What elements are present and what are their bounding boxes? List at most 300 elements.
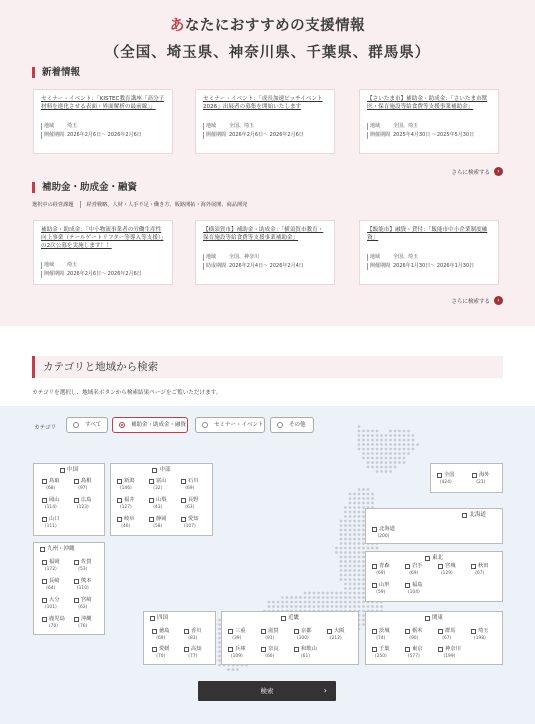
map-dot	[362, 502, 365, 505]
pref-shimane[interactable]	[74, 478, 92, 492]
pref-name[interactable]: 京都	[301, 628, 312, 634]
map-dot	[331, 592, 334, 595]
pref-iwate[interactable]	[405, 563, 423, 577]
pref-gifu[interactable]	[117, 516, 135, 530]
region-title-label[interactable]: 中部	[159, 467, 171, 473]
map-dot	[344, 520, 347, 523]
map-dot	[281, 596, 284, 599]
map-dot	[403, 434, 406, 437]
pref-name[interactable]: 宮崎	[81, 597, 92, 603]
map-dot	[358, 556, 361, 559]
map-dot	[340, 551, 343, 554]
checkbox[interactable]	[149, 479, 154, 484]
pref-name[interactable]: 山梨	[156, 497, 167, 503]
pref-toyama[interactable]	[149, 478, 167, 492]
map-dot	[344, 542, 347, 545]
map-dot	[403, 430, 406, 433]
pref-name[interactable]: 秋田	[478, 563, 489, 569]
radio-label[interactable]: その他	[289, 422, 306, 428]
pref-aichi[interactable]	[181, 516, 199, 530]
map-dot	[344, 601, 347, 604]
map-dot	[353, 533, 356, 536]
pref-shiga[interactable]	[261, 628, 279, 642]
pref-name[interactable]: 栃木	[412, 628, 423, 634]
pref-name[interactable]: 滋賀	[268, 628, 279, 634]
radio-label[interactable]: すべて	[85, 422, 102, 428]
checkbox[interactable]	[184, 629, 189, 634]
card-period-label: 開催期間	[203, 132, 229, 139]
checkbox[interactable]	[74, 498, 79, 503]
pref-kagoshima[interactable]	[42, 616, 65, 630]
checkbox[interactable]	[405, 647, 410, 652]
map-dot	[281, 605, 284, 608]
checkbox[interactable]	[425, 556, 430, 561]
subsidy-card-2[interactable]	[195, 220, 335, 285]
map-dot	[326, 605, 329, 608]
region-hokkaido	[365, 508, 503, 544]
pref-count: (21)	[476, 480, 486, 485]
pref-name[interactable]: 茨城	[379, 628, 390, 634]
pref-miyagi[interactable]	[438, 563, 456, 577]
radio-all[interactable]	[66, 417, 108, 433]
map-dot	[367, 466, 370, 469]
pref-fukushima[interactable]	[405, 582, 423, 596]
region-title-label[interactable]: 四国	[157, 615, 169, 621]
map-dot	[362, 430, 365, 433]
map-dot	[353, 578, 356, 581]
pref-oita[interactable]	[42, 597, 60, 611]
map-dot	[353, 493, 356, 496]
checkbox[interactable]	[150, 616, 155, 621]
pref-tochigi[interactable]	[405, 628, 423, 642]
pref-name[interactable]: 奈良	[268, 646, 279, 652]
pref-count: (109)	[230, 654, 243, 659]
checkbox[interactable]	[42, 517, 47, 522]
map-dot	[358, 551, 361, 554]
checkbox[interactable]	[149, 498, 154, 503]
checkbox[interactable]	[60, 468, 65, 473]
pref-name[interactable]: 長崎	[49, 578, 60, 584]
map-dot	[304, 605, 307, 608]
pref-shizuoka[interactable]	[149, 516, 167, 530]
checkbox[interactable]	[42, 598, 47, 603]
news-card-1[interactable]	[33, 89, 173, 154]
region-title[interactable]	[34, 543, 104, 555]
map-dot	[371, 547, 374, 550]
map-dot	[376, 434, 379, 437]
pref-name[interactable]: 山口	[49, 516, 60, 522]
pref-okinawa[interactable]	[74, 616, 92, 630]
subsidy-more-link[interactable]	[451, 296, 503, 305]
pref-name[interactable]: 青森	[379, 563, 390, 569]
pref-count: (123)	[76, 505, 89, 510]
pref-name[interactable]: 岡山	[49, 497, 60, 503]
checkbox[interactable]	[42, 617, 47, 622]
pref-name[interactable]: 大阪	[334, 628, 345, 634]
search-button[interactable]	[198, 681, 336, 701]
region-title-label[interactable]: 北海道	[469, 512, 486, 518]
pref-count: (101)	[44, 605, 57, 610]
pref-count: (111)	[44, 524, 57, 529]
pref-name[interactable]: 東京	[412, 646, 423, 652]
map-dot	[394, 443, 397, 446]
checkbox[interactable]	[181, 479, 186, 484]
subsidy-more-label[interactable]: さらに検索する	[451, 298, 490, 305]
pref-count: (68)	[46, 486, 56, 491]
pref-name[interactable]: 鹿児島	[49, 616, 65, 622]
pref-count: (69)	[185, 486, 195, 491]
pref-name[interactable]: 全国	[444, 472, 455, 478]
pref-hokkaido[interactable]	[372, 526, 395, 540]
map-dot	[344, 560, 347, 563]
checkbox[interactable]	[294, 647, 299, 652]
pref-count: (577)	[407, 654, 420, 659]
subsidy-card-1[interactable]	[33, 220, 173, 285]
pref-count: (69)	[376, 571, 386, 576]
map-dot	[340, 520, 343, 523]
pref-national[interactable]	[437, 472, 455, 486]
pref-kanagawa[interactable]	[438, 646, 461, 660]
region-title[interactable]	[222, 612, 358, 624]
pref-yamagata[interactable]	[372, 582, 390, 596]
pref-tokushima[interactable]	[152, 628, 170, 642]
pref-name[interactable]: 宮城	[445, 563, 456, 569]
pref-saitama[interactable]	[471, 628, 489, 642]
checkbox[interactable]	[261, 629, 266, 634]
checkbox[interactable]	[152, 647, 157, 652]
checkbox[interactable]	[74, 617, 79, 622]
region-title[interactable]	[144, 612, 215, 624]
region-title-label[interactable]: 九州・沖縄	[47, 546, 75, 552]
pref-name[interactable]: 島根	[81, 478, 92, 484]
pref-name[interactable]: 福島	[412, 582, 423, 588]
map-dot	[353, 596, 356, 599]
map-dot	[376, 430, 379, 433]
map-dot	[371, 457, 374, 460]
checkbox[interactable]	[405, 564, 410, 569]
map-dot	[349, 547, 352, 550]
pref-count: (90)	[409, 636, 419, 641]
map-dot	[367, 461, 370, 464]
checkbox[interactable]	[42, 560, 47, 565]
pref-count: (110)	[76, 586, 89, 591]
pref-name[interactable]: 千葉	[379, 646, 390, 652]
region-title-label[interactable]: 東北	[431, 555, 443, 561]
map-dot	[358, 569, 361, 572]
map-dot	[358, 425, 361, 428]
card-period-row	[203, 132, 327, 139]
map-dot	[362, 493, 365, 496]
map-dot	[353, 529, 356, 532]
map-dot	[367, 547, 370, 550]
checkbox[interactable]	[117, 498, 122, 503]
checkbox[interactable]	[294, 629, 299, 634]
pref-name[interactable]: 神奈川	[445, 646, 461, 652]
checkbox[interactable]	[425, 616, 430, 621]
map-dot	[268, 601, 271, 604]
map-dot	[380, 439, 383, 442]
pref-fukui[interactable]	[117, 497, 135, 511]
checkbox[interactable]	[438, 629, 443, 634]
checkbox[interactable]	[74, 479, 79, 484]
pref-count: (63)	[185, 505, 195, 510]
pref-kagawa[interactable]	[184, 628, 202, 642]
pref-name[interactable]: 沖縄	[81, 616, 92, 622]
card-title[interactable]: セミナー・イベント：「KISTEC教育講座「高分子材料を進化させる表面・界面解析の最前線」」	[41, 96, 165, 110]
card-title[interactable]: 【飯能市】融資・貸付：「飯能市中小企業制度融資」	[367, 227, 488, 241]
map-dot	[389, 470, 392, 473]
pref-gunma[interactable]	[438, 628, 456, 642]
map-dot	[371, 452, 374, 455]
pref-hyogo[interactable]	[228, 646, 246, 660]
pref-count: (59)	[376, 590, 386, 595]
checkbox[interactable]	[42, 579, 47, 584]
card-title[interactable]: 【横須賀市】補助金・助成金：「横須賀市教育・保育施設等給食費等支援事業補助金」	[203, 227, 324, 241]
map-dot	[371, 605, 374, 608]
map-dot	[371, 443, 374, 446]
radio-circle[interactable]	[73, 422, 79, 428]
checkbox[interactable]	[181, 498, 186, 503]
selected-issues-label: 選択中の経営課題	[32, 202, 74, 208]
map-dot	[349, 592, 352, 595]
checkbox[interactable]	[372, 583, 377, 588]
pref-yamanashi[interactable]	[149, 497, 167, 511]
map-dot	[313, 605, 316, 608]
pref-name[interactable]: 北海道	[379, 526, 395, 532]
region-title[interactable]	[111, 464, 212, 476]
pref-overseas[interactable]	[472, 472, 490, 486]
radio-label[interactable]: セミナー・イベント	[214, 422, 264, 428]
checkbox[interactable]	[152, 629, 157, 634]
map-dot	[349, 565, 352, 568]
checkbox[interactable]	[117, 517, 122, 522]
pref-ehime[interactable]	[152, 646, 170, 660]
map-dot	[398, 439, 401, 442]
map-dot	[412, 434, 415, 437]
pref-aomori[interactable]	[372, 563, 390, 577]
pref-ishikawa[interactable]	[181, 478, 199, 492]
map-dot	[326, 596, 329, 599]
map-dot	[403, 443, 406, 446]
region-shikoku	[143, 611, 216, 665]
pref-name[interactable]: 愛知	[188, 516, 199, 522]
pref-saga[interactable]	[74, 559, 92, 573]
checkbox[interactable]	[472, 473, 477, 478]
pref-name[interactable]: 海外	[479, 472, 490, 478]
map-dot	[349, 596, 352, 599]
news-card-2[interactable]	[195, 89, 335, 154]
checkbox[interactable]	[74, 598, 79, 603]
map-dot	[407, 434, 410, 437]
pref-name[interactable]: 熊本	[81, 578, 92, 584]
checkbox[interactable]	[184, 647, 189, 652]
pref-name[interactable]: 三重	[235, 628, 246, 634]
pref-name[interactable]: 愛媛	[159, 646, 170, 652]
map-dot	[353, 569, 356, 572]
pref-nagasaki[interactable]	[42, 578, 60, 592]
checkbox[interactable]	[228, 629, 233, 634]
chevron-right-circle-icon[interactable]: ›	[494, 167, 503, 176]
card-area-label: 地域	[41, 123, 67, 130]
map-dot	[358, 592, 361, 595]
pref-tottori[interactable]	[42, 478, 60, 492]
map-dot	[344, 506, 347, 509]
map-dot	[358, 565, 361, 568]
pref-name[interactable]: 大分	[49, 597, 60, 603]
map-dot	[286, 596, 289, 599]
map-dot	[326, 601, 329, 604]
pref-yamaguchi[interactable]	[42, 516, 60, 530]
card-area-label: 地域	[367, 123, 393, 130]
map-dot	[398, 434, 401, 437]
checkbox[interactable]	[117, 479, 122, 484]
map-dot	[299, 605, 302, 608]
pref-tokyo[interactable]	[405, 646, 423, 660]
map-dot	[403, 461, 406, 464]
map-dot	[371, 448, 374, 451]
pref-akita[interactable]	[471, 563, 489, 577]
checkbox[interactable]	[327, 629, 332, 634]
pref-name[interactable]: 福岡	[49, 559, 60, 565]
pref-name[interactable]: 福井	[124, 497, 135, 503]
region-title[interactable]	[366, 612, 502, 624]
map-dot	[389, 457, 392, 460]
pref-name[interactable]: 広島	[81, 497, 92, 503]
checkbox[interactable]	[471, 564, 476, 569]
pref-name[interactable]: 佐賀	[81, 559, 92, 565]
pref-name[interactable]: 兵庫	[235, 646, 246, 652]
checkbox[interactable]	[372, 564, 377, 569]
map-dot	[403, 439, 406, 442]
pref-name[interactable]: 群馬	[445, 628, 456, 634]
checkbox[interactable]	[74, 579, 79, 584]
pref-fukuoka[interactable]	[42, 559, 60, 573]
card-period-value: 2026年2月6日～ 2026年2月6日	[67, 132, 142, 138]
checkbox[interactable]	[405, 629, 410, 634]
radio-label[interactable]: 補助金・助成金・融資	[131, 422, 187, 428]
checkbox[interactable]	[372, 629, 377, 634]
map-dot	[367, 452, 370, 455]
pref-count: (69)	[156, 636, 166, 641]
map-dot	[367, 497, 370, 500]
pref-name[interactable]: 埼玉	[478, 628, 489, 634]
map-dot	[385, 457, 388, 460]
pref-name[interactable]: 香川	[191, 628, 202, 634]
map-dot	[380, 470, 383, 473]
region-title-label[interactable]: 近畿	[287, 615, 299, 621]
pref-name[interactable]: 和歌山	[301, 646, 317, 652]
news-card-3[interactable]	[359, 89, 499, 154]
pref-name[interactable]: 石川	[188, 478, 199, 484]
pref-nara[interactable]	[261, 646, 279, 660]
radio-circle[interactable]	[119, 422, 125, 428]
map-dot	[344, 547, 347, 550]
pref-name[interactable]: 高知	[191, 646, 202, 652]
checkbox[interactable]	[228, 647, 233, 652]
region-title[interactable]	[34, 464, 104, 476]
pref-miyazaki[interactable]	[74, 597, 92, 611]
map-dot	[340, 578, 343, 581]
map-dot	[358, 493, 361, 496]
pref-kochi[interactable]	[184, 646, 202, 660]
pref-name[interactable]: 徳島	[159, 628, 170, 634]
pref-name[interactable]: 静岡	[156, 516, 167, 522]
pref-hiroshima[interactable]	[74, 497, 92, 511]
pref-osaka[interactable]	[327, 628, 345, 642]
map-dot	[317, 601, 320, 604]
map-dot	[349, 515, 352, 518]
checkbox[interactable]	[42, 498, 47, 503]
pref-ibaraki[interactable]	[372, 628, 390, 642]
checkbox[interactable]	[462, 513, 467, 518]
card-title[interactable]: セミナー・イベント：「成長加速ピッチイベント2026」出展者の募集を開始いたします	[203, 96, 323, 110]
search-button-label[interactable]: 検索	[260, 687, 274, 695]
checkbox[interactable]	[149, 517, 154, 522]
news-more-label[interactable]: さらに検索する	[451, 169, 490, 176]
pref-mie[interactable]	[228, 628, 246, 642]
map-dot	[371, 461, 374, 464]
region-title-label[interactable]: 中国	[66, 467, 78, 473]
region-title[interactable]	[366, 509, 502, 521]
pref-kumamoto[interactable]	[74, 578, 92, 592]
checkbox[interactable]	[181, 517, 186, 522]
checkbox[interactable]	[372, 527, 377, 532]
pref-name[interactable]: 山形	[379, 582, 390, 588]
map-dot	[376, 547, 379, 550]
map-dot	[358, 448, 361, 451]
subsidy-card-3[interactable]	[359, 220, 499, 285]
map-dot	[394, 430, 397, 433]
checkbox[interactable]	[152, 468, 157, 473]
pref-name[interactable]: 富山	[156, 478, 167, 484]
pref-niigata[interactable]	[117, 478, 135, 492]
checkbox[interactable]	[471, 629, 476, 634]
hero-subtitle: （全国、埼玉県、神奈川県、千葉県、群馬県）	[104, 45, 431, 61]
pref-count: (104)	[407, 590, 420, 595]
card-title[interactable]: 補助金・助成金：「中小物流事業者の労働生産性向上事業（テールゲートリフター等導入等支援）」の2次公募を実施します！！	[41, 227, 164, 249]
pref-count: (198)	[473, 636, 486, 641]
card-area-label: 地域	[203, 254, 229, 261]
pref-count: (43)	[153, 505, 163, 510]
news-more-link[interactable]	[451, 167, 503, 176]
pref-chiba[interactable]	[372, 646, 390, 660]
checkbox[interactable]	[74, 560, 79, 565]
checkbox[interactable]	[261, 647, 266, 652]
checkbox[interactable]	[372, 647, 377, 652]
card-title[interactable]: 【さいたま市】補助金・助成金：「さいたま市獣医・保育施設等給食費等支援事業補助金」	[367, 96, 488, 110]
pref-nagano[interactable]	[181, 497, 199, 511]
checkbox[interactable]	[438, 647, 443, 652]
checkbox[interactable]	[405, 583, 410, 588]
checkbox[interactable]	[437, 473, 442, 478]
pref-kyoto[interactable]	[294, 628, 312, 642]
pref-okayama[interactable]	[42, 497, 60, 511]
region-title-label[interactable]: 関東	[431, 615, 443, 621]
map-dot	[389, 461, 392, 464]
checkbox[interactable]	[40, 547, 45, 552]
map-dot	[353, 511, 356, 514]
pref-name[interactable]: 長野	[188, 497, 199, 503]
checkbox[interactable]	[42, 479, 47, 484]
pref-name[interactable]: 鳥取	[49, 478, 60, 484]
checkbox[interactable]	[438, 564, 443, 569]
pref-name[interactable]: 岩手	[412, 563, 423, 569]
pref-wakayama[interactable]	[294, 646, 317, 660]
pref-name[interactable]: 新潟	[124, 478, 135, 484]
pref-name[interactable]: 岐阜	[124, 516, 135, 522]
chevron-right-circle-icon[interactable]: ›	[494, 296, 503, 305]
checkbox[interactable]	[281, 616, 286, 621]
